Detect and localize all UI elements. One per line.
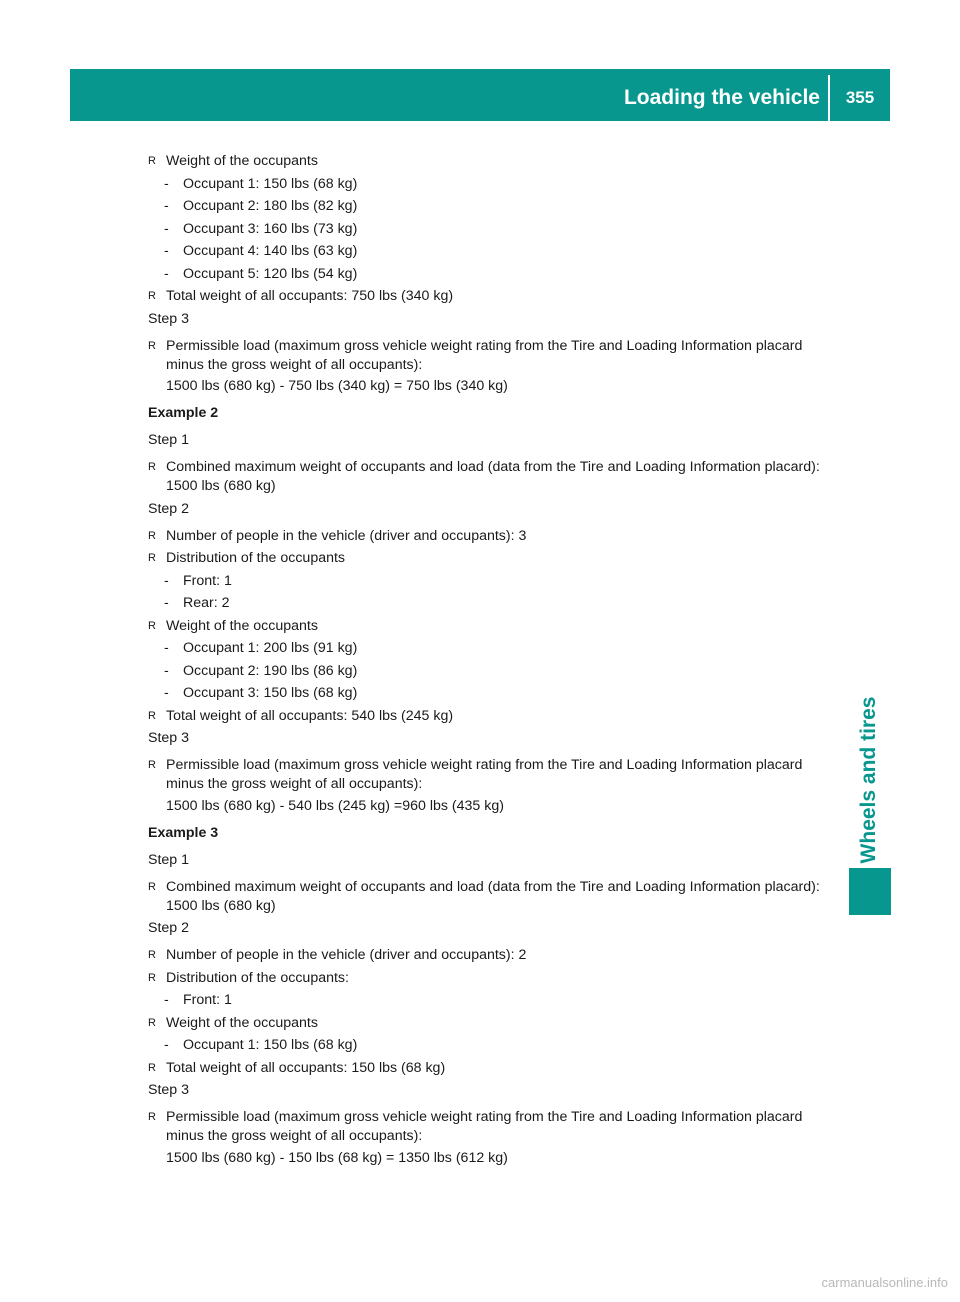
dash-icon: - [164,198,169,214]
bullet-icon: R [148,880,156,893]
bullet-item: R Distribution of the occupants: [148,969,349,986]
bullet-item: R Combined maximum weight of occupants and load (data from the Tire and Loading Information placard): 1500 lbs (680 kg) [148,878,820,914]
example-heading: Example 2 [148,405,219,421]
step-label: Step 3 [148,310,190,327]
sub-item: - Rear: 2 [164,595,230,611]
bullet-item: R Permissible load (maximum gross vehicle weight rating from the Tire and Loading Information placard minus the gross weight of all occupants): [148,337,803,373]
bullet-icon: R [148,529,156,542]
step-label: Step 2 [148,920,190,936]
bullet-icon: R [148,1016,156,1029]
step-label: Step 3 [148,1082,190,1098]
sub-item: - Occupant 4: 140 lbs (63 kg) [164,243,358,259]
dash-icon: - [164,1037,169,1053]
section-title: Loading the vehicle [623,86,820,109]
bullet-icon: R [148,971,156,984]
side-tab-label: Wheels and tires [857,696,880,864]
dash-icon: - [164,220,169,237]
dash-icon: - [164,265,169,282]
sub-item: - Occupant 2: 190 lbs (86 kg) [164,662,358,679]
bullet-icon: R [148,155,156,167]
bullet-icon: R [148,619,156,632]
sub-item: - Occupant 3: 150 lbs (68 kg) [164,685,358,701]
bullet-icon: R [148,290,156,302]
step-label: Step 1 [148,851,190,868]
dash-icon: - [164,572,169,589]
bullet-item: R Distribution of the occupants [148,550,346,566]
dash-icon: - [164,243,169,259]
bullet-icon: R [148,709,156,722]
sub-item: - Occupant 1: 150 lbs (68 kg) [164,175,358,192]
bullet-icon: R [148,1111,156,1123]
bullet-icon: R [148,552,156,564]
bullet-icon: R [148,949,156,961]
sub-item: - Occupant 1: 200 lbs (91 kg) [164,640,358,656]
calculation: 1500 lbs (680 kg) - 540 lbs (245 kg) =960 lbs (435 kg) [166,797,504,814]
bullet-item: R Permissible load (maximum gross vehicle weight rating from the Tire and Loading Information placard minus the gross weight of all occupants): [148,1109,803,1144]
document-body [148,152,838,1176]
dash-icon: - [164,595,169,611]
bullet-item: R Total weight of all occupants: 150 lbs (68 kg) [148,1059,446,1076]
sub-item: - Occupant 1: 150 lbs (68 kg) [164,1037,358,1053]
dash-icon: - [164,640,169,656]
step-label: Step 1 [148,432,190,448]
bullet-item: R Number of people in the vehicle (driver and occupants): 2 [148,947,527,963]
dash-icon: - [164,662,169,679]
bullet-item: R Weight of the occupants [148,617,318,634]
sub-item: - Occupant 3: 160 lbs (73 kg) [164,220,358,237]
page-number: 355 [845,88,875,107]
dash-icon: - [164,175,169,192]
sub-item: - Front: 1 [164,992,232,1008]
example-heading: Example 3 [148,824,219,841]
calculation: 1500 lbs (680 kg) - 750 lbs (340 kg) = 750 lbs (340 kg) [166,378,508,394]
bullet-item: R Permissible load (maximum gross vehicle weight rating from the Tire and Loading Information placard minus the gross weight of all occupants): [148,757,803,792]
sub-item: - Front: 1 [164,572,232,589]
bullet-item: R Weight of the occupants [148,1014,318,1031]
bullet-item: R Combined maximum weight of occupants and load (data from the Tire and Loading Information placard): 1500 lbs (680 kg) [148,459,820,494]
bullet-icon: R [148,759,156,771]
bullet-item: R Number of people in the vehicle (driver and occupants): 3 [148,527,527,544]
step-label: Step 2 [148,500,190,517]
bullet-icon: R [148,1061,156,1074]
dash-icon: - [164,992,169,1008]
bullet-item: R Total weight of all occupants: 540 lbs (245 kg) [148,707,454,724]
bullet-icon: R [148,339,156,352]
watermark: carmanualsonline.info [821,1275,948,1290]
page-header [70,69,890,121]
bullet-item: R Weight of the occupants [148,153,318,169]
side-tab-marker [849,868,891,915]
dash-icon: - [164,685,169,701]
bullet-icon: R [148,461,156,473]
sub-item: - Occupant 5: 120 lbs (54 kg) [164,265,358,282]
step-label: Step 3 [148,730,190,746]
calculation: 1500 lbs (680 kg) - 150 lbs (68 kg) = 1350 lbs (612 kg) [166,1149,508,1166]
bullet-item: R Total weight of all occupants: 750 lbs (340 kg) [148,288,454,304]
sub-item: - Occupant 2: 180 lbs (82 kg) [164,198,358,214]
